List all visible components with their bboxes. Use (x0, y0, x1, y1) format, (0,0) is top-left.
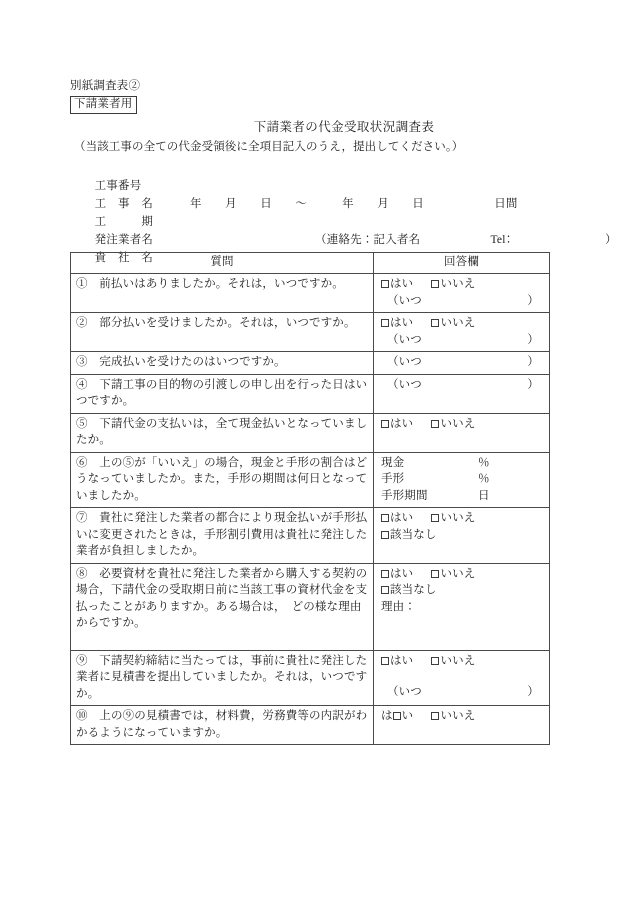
question-text: ① 前払いはありましたか。それは，いつですか。 (76, 278, 344, 290)
table-row (71, 374, 550, 413)
answer-label-yes: はい (390, 512, 414, 524)
checkbox-yes-7[interactable] (381, 570, 389, 578)
answer-ratio-item[interactable] (381, 455, 545, 472)
answer-cell[interactable] (374, 508, 550, 564)
question-cell (71, 274, 374, 313)
question-cell (71, 374, 374, 413)
question-text: ⑨ 下請契約締結に当たっては，事前に貴社に発注した業者に見積書を提出していましたか。それは，いつですか。 (76, 654, 368, 700)
answer-spacer (381, 669, 545, 684)
answer-option-yes-no (381, 276, 545, 293)
answer-label-yes: はい (390, 654, 414, 667)
answer-ratio-unit: ％ (478, 473, 490, 485)
answer-label-yes: はい (390, 417, 414, 430)
answer-when-close: ） (527, 294, 539, 307)
answer-option-yes-no (381, 653, 545, 670)
answer-label-yes: はい (390, 567, 414, 580)
answer-when-label: （いつ (387, 356, 422, 368)
column-header-question: 質問 (71, 253, 374, 274)
answer-cell[interactable] (374, 650, 550, 706)
answer-option-yes-no (381, 416, 545, 433)
question-cell (71, 352, 374, 375)
answer-when-label: （いつ (387, 333, 422, 346)
checkbox-na-7[interactable] (381, 586, 389, 594)
checkbox-yes-8[interactable] (381, 657, 389, 665)
question-cell (71, 650, 374, 706)
answer-label-yes: はい (390, 317, 414, 329)
answer-label-yes: はい (390, 278, 414, 290)
answer-label-no: いいえ (440, 654, 476, 667)
page-title: 下請業者の代金受取状況調査表 (253, 120, 435, 134)
checkbox-no-9[interactable] (431, 712, 439, 720)
checkbox-no-4[interactable] (431, 420, 439, 428)
field-project-name-label: 工 事 名 (94, 198, 154, 210)
answer-cell[interactable] (374, 706, 550, 745)
document-reference-label: 別紙調査表② (70, 80, 141, 92)
answer-when-field[interactable] (381, 293, 545, 310)
table-row (71, 563, 550, 650)
answer-ratio-label: 手形 (381, 473, 405, 485)
checkbox-no-1[interactable] (431, 319, 439, 327)
answer-cell[interactable] (374, 374, 550, 413)
question-cell (71, 563, 374, 650)
field-project-number-label: 工事番号 (94, 180, 142, 192)
answer-cell[interactable] (374, 563, 550, 650)
question-text: ⑥ 上の⑤が「いいえ」の場合，現金と手形の割合はどうなっていましたか。また，手形の期間は何日となっていましたか。 (76, 456, 368, 502)
field-project-number (70, 159, 560, 192)
checkbox-no-0[interactable] (431, 280, 439, 288)
table-row (71, 274, 550, 313)
question-cell (71, 452, 374, 508)
answer-label-yes-suffix: い (401, 710, 414, 722)
answer-ratio-label: 現金 (381, 456, 405, 469)
question-text: ② 部分払いを受けましたか。それは，いつですか。 (76, 317, 356, 329)
field-period-value: 年 月 日 ～ 年 月 日 日間 (190, 198, 518, 210)
answer-when-label: （いつ (387, 686, 422, 698)
question-text: ⑧ 必要資材を貴社に発注した業者から購入する契約の場合，下請代金の受取期日前に当該工事の資材代金を支払ったことがありますか。ある場合は， どの様な理由からですか。 (76, 567, 368, 629)
answer-label-no: いいえ (440, 278, 476, 290)
answer-cell[interactable] (374, 452, 550, 508)
answer-ratio-item[interactable] (381, 471, 545, 488)
answer-option-yes-no (381, 708, 545, 725)
answer-ratio-item[interactable] (381, 488, 545, 505)
field-orderer-name-label: 発注業者名 (94, 234, 154, 246)
answer-label-no: いいえ (440, 710, 476, 722)
answer-when-field[interactable] (381, 354, 545, 371)
field-contact-value: （連絡先：記入者名 Tel： ） (315, 234, 617, 246)
instruction-text: （当該工事の全ての代金受領後に全項目記入のうえ，提出してください。） (74, 141, 464, 153)
answer-reason-field[interactable]: 理由： (381, 600, 416, 613)
checkbox-na-6[interactable] (381, 531, 389, 539)
column-header-answer: 回答欄 (374, 253, 550, 274)
checkbox-yes-6[interactable] (381, 514, 389, 522)
table-row (71, 313, 550, 352)
table-row (71, 413, 550, 452)
checkbox-no-6[interactable] (431, 514, 439, 522)
question-cell (71, 413, 374, 452)
answer-cell[interactable] (374, 352, 550, 375)
question-text: ⑦ 貴社に発注した業者の都合により現金払いが手形払いに変更されたときは，手形割引費用は貴社に発注した業者が負担しましたか。 (76, 512, 368, 557)
answer-label-yes-prefix: は (381, 710, 393, 722)
table-row (71, 452, 550, 508)
answer-option-na (381, 527, 545, 544)
checkbox-yes-9[interactable] (393, 712, 401, 720)
table-header-row (71, 253, 550, 274)
answer-when-field[interactable] (381, 684, 545, 701)
answer-when-close: ） (527, 686, 539, 698)
table-row (71, 352, 550, 375)
answer-cell[interactable] (374, 413, 550, 452)
question-cell (71, 706, 374, 745)
answer-ratio-label: 手形期間 (381, 489, 428, 502)
table-row (71, 706, 550, 745)
answer-ratio-unit: ％ (478, 456, 490, 469)
field-company-name-label: 貴 社 名 (94, 252, 154, 264)
question-text: ⑩ 上の⑨の見積書では，材料費，労務費等の内訳がわかるようになっていますか。 (76, 710, 368, 739)
checkbox-yes-0[interactable] (381, 280, 389, 288)
answer-cell[interactable] (374, 313, 550, 352)
answer-cell[interactable] (374, 274, 550, 313)
answer-option-na (381, 582, 545, 599)
question-text: ④ 下請工事の目的物の引渡しの申し出を行った日はいつですか。 (76, 378, 368, 407)
answer-when-close: ） (527, 378, 539, 391)
question-cell (71, 313, 374, 352)
table-body (71, 274, 550, 745)
question-text: ⑤ 下請代金の支払いは，全て現金払いとなっていましたか。 (76, 417, 368, 446)
question-cell (71, 508, 374, 564)
table-row (71, 650, 550, 706)
checkbox-yes-4[interactable] (381, 420, 389, 428)
answer-when-close: ） (527, 356, 539, 368)
answer-label-no: いいえ (440, 317, 476, 329)
answer-ratio-unit: 日 (478, 489, 490, 502)
answer-label-no: いいえ (440, 567, 476, 580)
answer-when-field[interactable] (381, 332, 545, 349)
answer-label-na: 該当なし (390, 584, 437, 596)
answer-when-field[interactable] (381, 377, 545, 394)
checkbox-no-7[interactable] (431, 570, 439, 578)
question-text: ③ 完成払いを受けたのはいつですか。 (76, 356, 286, 368)
answer-option-yes-no (381, 510, 545, 527)
survey-table (70, 252, 550, 745)
answer-when-label: （いつ (387, 378, 422, 391)
checkbox-yes-1[interactable] (381, 319, 389, 327)
answer-option-yes-no (381, 315, 545, 332)
answer-label-no: いいえ (440, 417, 476, 430)
answer-option-yes-no (381, 566, 545, 583)
field-period-label: 工 期 (94, 216, 154, 228)
answer-label-no: いいえ (440, 512, 476, 524)
audience-tag: 下請業者用 (70, 96, 137, 114)
table-row (71, 508, 550, 564)
answer-when-label: （いつ (387, 294, 422, 307)
checkbox-no-8[interactable] (431, 657, 439, 665)
answer-when-close: ） (527, 333, 539, 346)
answer-label-na: 該当なし (390, 528, 437, 541)
field-period (70, 195, 560, 228)
